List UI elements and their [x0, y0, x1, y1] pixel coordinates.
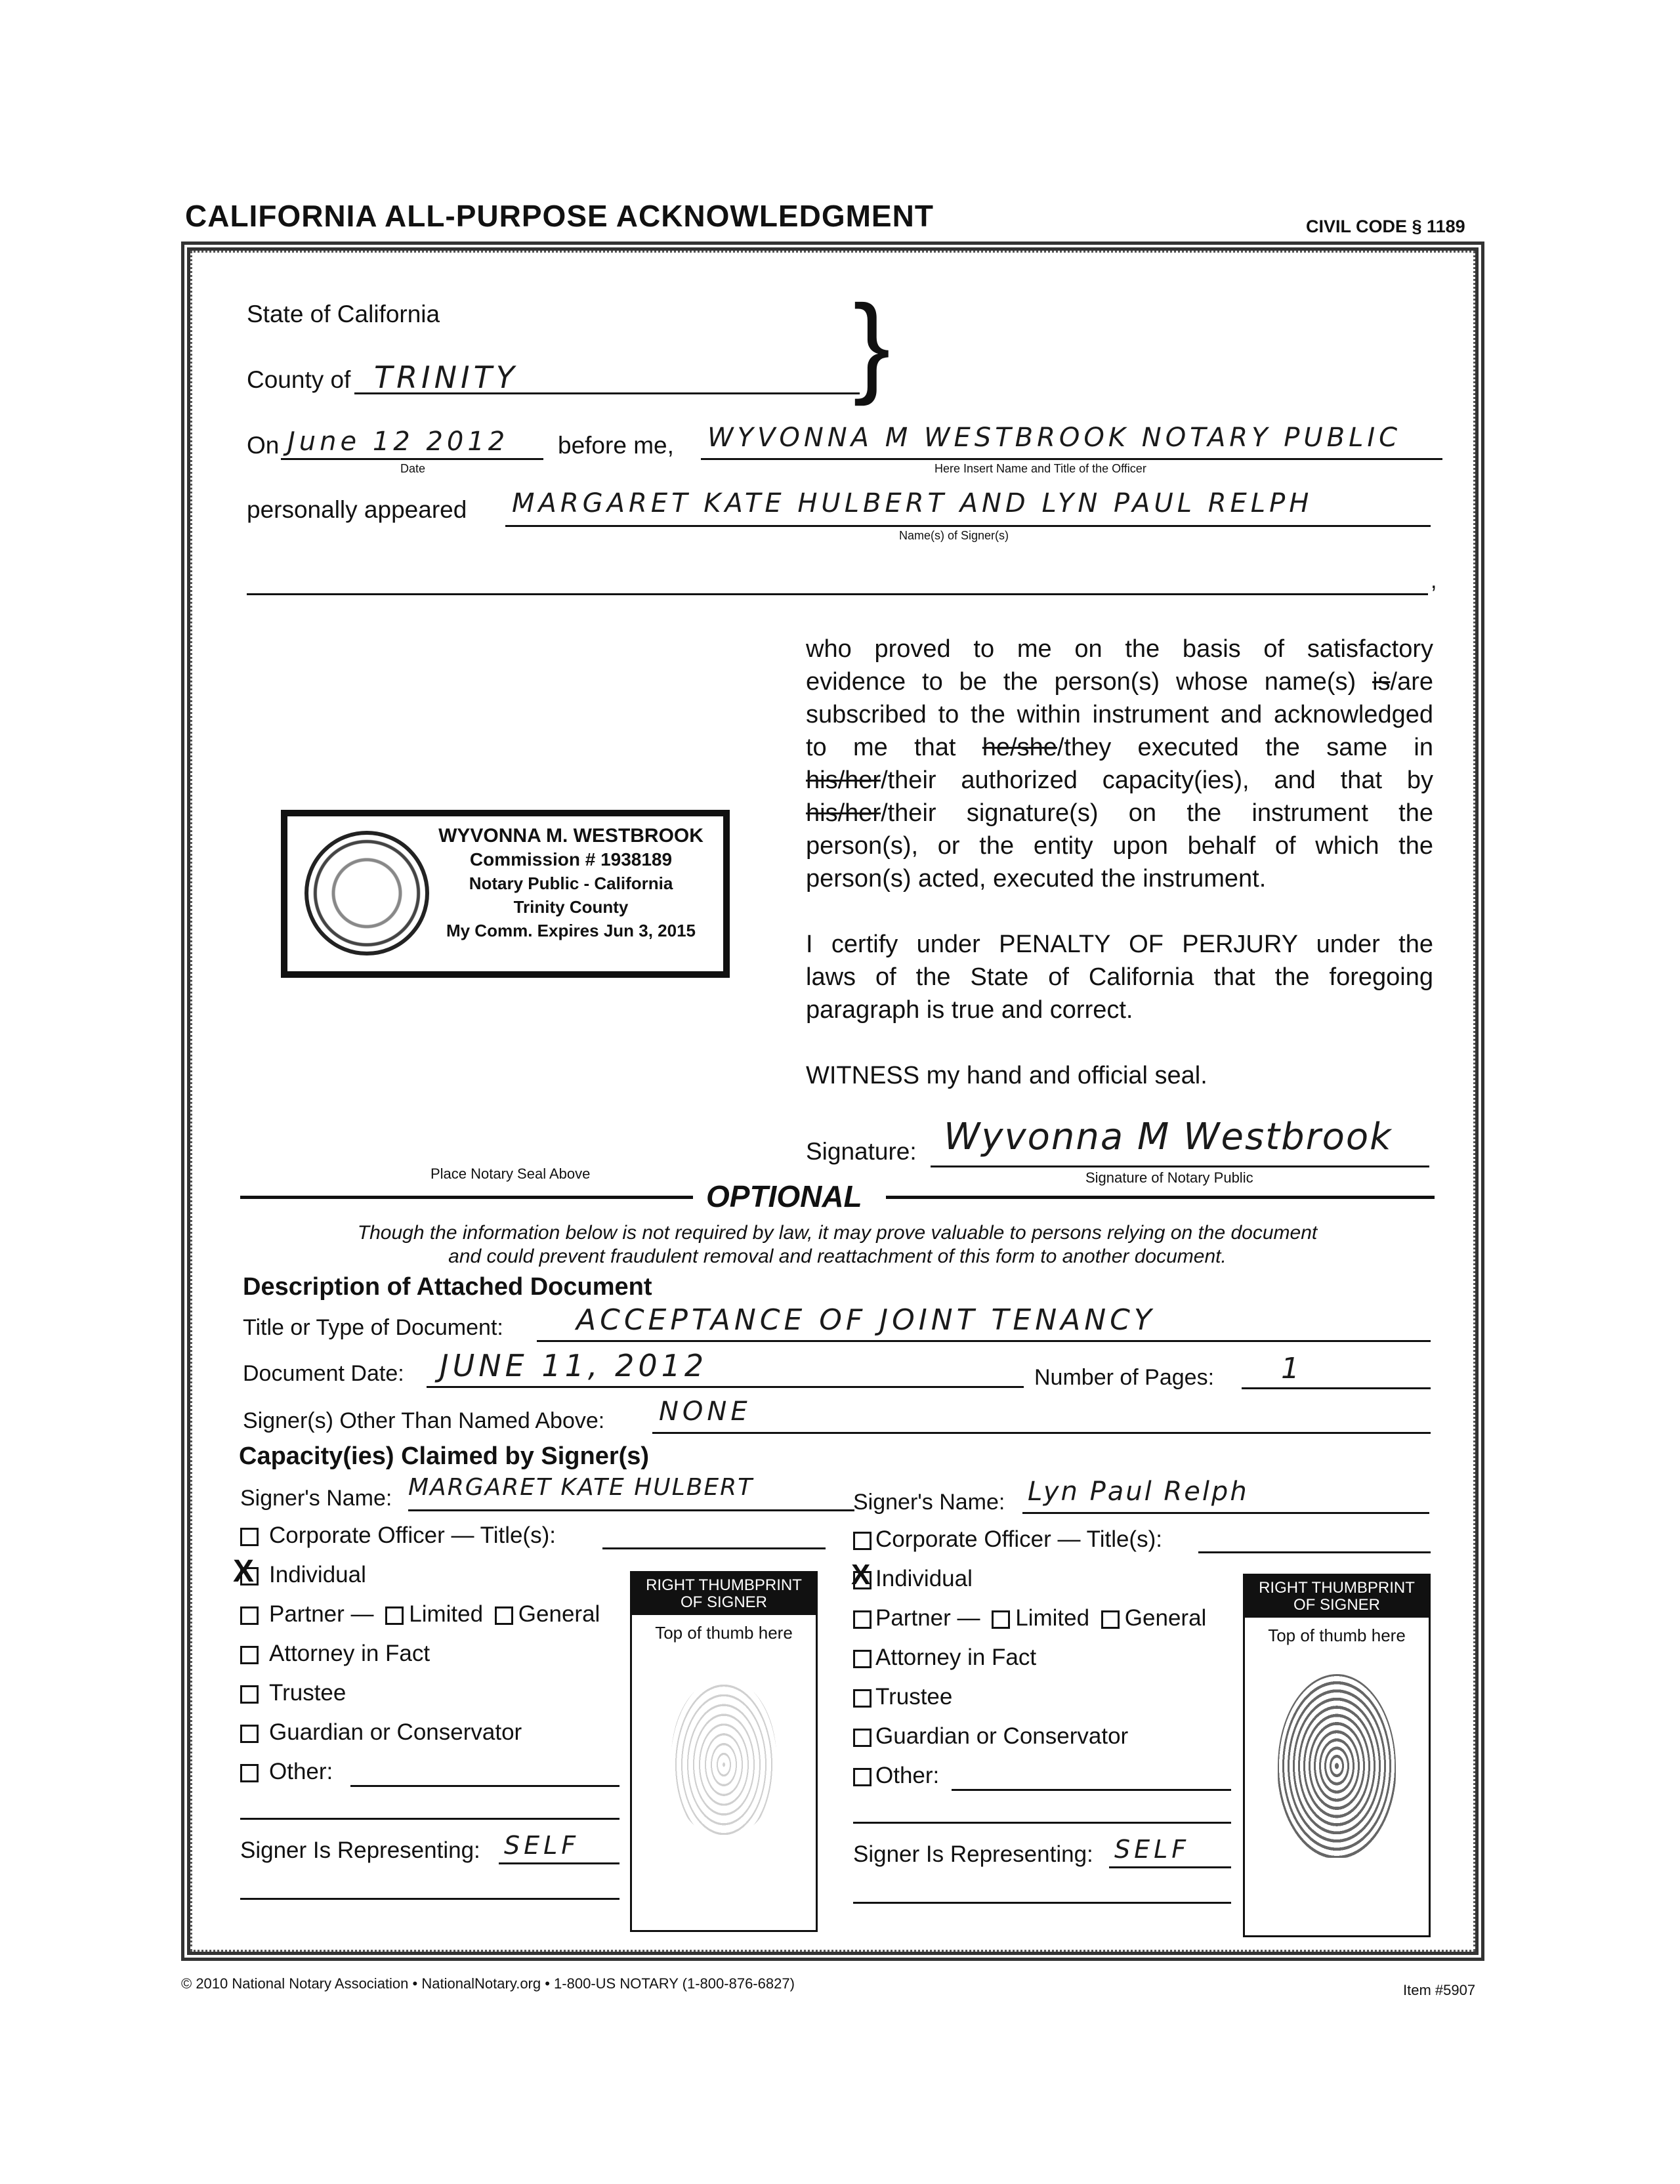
doc-type-value: ACCEPTANCE OF JOINT TENANCY	[576, 1303, 1156, 1337]
left-signer-label: Signer's Name:	[240, 1486, 392, 1511]
left-representing-label: Signer Is Representing:	[240, 1838, 480, 1863]
witness-line: WITNESS my hand and official seal.	[806, 1062, 1208, 1089]
county-label: County of	[247, 366, 351, 393]
signers-field-line2	[247, 562, 1428, 595]
stamp-county: Trinity County	[513, 897, 629, 917]
left-representing-value: SELF	[504, 1831, 580, 1860]
footer-item-number: Item #5907	[1403, 1982, 1476, 1998]
right-limited-checkbox[interactable]	[992, 1610, 1010, 1629]
left-partner-checkbox[interactable]	[240, 1606, 259, 1625]
right-signer-label: Signer's Name:	[853, 1490, 1005, 1515]
right-corporate-title-field[interactable]	[1198, 1525, 1431, 1553]
certify-line: paragraph is true and correct.	[806, 996, 1133, 1024]
optional-note-line2: and could prevent fraudulent removal and reattachment of this form to another document.	[448, 1246, 1227, 1267]
others-value: NONE	[659, 1396, 751, 1427]
right-representing-field	[1109, 1835, 1231, 1868]
right-guardian: Guardian or Conservator	[853, 1723, 1128, 1750]
left-trustee: Trustee	[240, 1680, 346, 1706]
statement-line: evidence to be the person(s) whose name(s) is/are	[806, 668, 1433, 696]
left-attorney: Attorney in Fact	[240, 1641, 430, 1667]
left-thumbprint-icon	[671, 1678, 776, 1836]
state-seal-icon	[304, 831, 429, 956]
left-attorney-checkbox[interactable]	[240, 1646, 259, 1664]
venue-brace: }	[853, 282, 891, 407]
left-thumb-header: RIGHT THUMBPRINT OF SIGNER	[632, 1573, 816, 1615]
signers-value: MARGARET KATE HULBERT AND LYN PAUL RELPH	[512, 488, 1313, 518]
statement-line: who proved to me on the basis of satisfactory	[806, 635, 1433, 663]
pages-value: 1	[1281, 1352, 1303, 1385]
signers-caption: Name(s) of Signer(s)	[899, 529, 1009, 542]
signature-label: Signature:	[806, 1138, 917, 1165]
doc-type-label: Title or Type of Document:	[243, 1315, 503, 1340]
left-individual-check-mark: X	[233, 1553, 255, 1589]
statement-line: person(s), or the entity upon behalf of which the	[806, 832, 1433, 860]
right-other: Other:	[853, 1763, 939, 1789]
right-thumb-sub: Top of thumb here	[1268, 1626, 1406, 1645]
left-thumbprint-box	[630, 1571, 818, 1932]
left-individual-checkbox[interactable]	[233, 1553, 259, 1589]
document-heading: Description of Attached Document	[243, 1273, 652, 1301]
others-field	[652, 1396, 1431, 1434]
capacities-heading: Capacity(ies) Claimed by Signer(s)	[239, 1442, 650, 1470]
state-label: State of California	[247, 301, 440, 327]
right-thumbprint-icon	[1278, 1674, 1396, 1858]
right-partner: Partner — Limited General	[853, 1605, 1206, 1631]
left-other-checkbox[interactable]	[240, 1764, 259, 1782]
right-signer-name: Lyn Paul Relph	[1028, 1477, 1249, 1507]
right-corporate-checkbox[interactable]	[853, 1532, 872, 1550]
right-partner-checkbox[interactable]	[853, 1610, 872, 1629]
left-individual: X Individual	[233, 1553, 366, 1589]
left-partner: Partner — Limited General	[240, 1601, 600, 1628]
statement-line: his/her/their signature(s) on the instrument the	[806, 799, 1433, 827]
right-trustee: Trustee	[853, 1684, 952, 1710]
left-representing-field	[499, 1831, 620, 1864]
left-guardian: Guardian or Conservator	[240, 1719, 522, 1746]
left-corporate-checkbox[interactable]	[240, 1528, 259, 1546]
right-thumbprint-box	[1243, 1574, 1431, 1937]
statement-line: subscribed to the within instrument and acknowledged	[806, 701, 1433, 728]
statement-line: his/her/their authorized capacity(ies), and that by	[806, 766, 1433, 794]
right-representing-label: Signer Is Representing:	[853, 1841, 1093, 1867]
left-other: Other:	[240, 1759, 333, 1785]
right-individual-checkbox[interactable]	[851, 1558, 872, 1591]
left-signer-name: MARGARET KATE HULBERT	[408, 1474, 754, 1501]
left-thumb-sub: Top of thumb here	[655, 1623, 793, 1643]
left-trustee-checkbox[interactable]	[240, 1685, 259, 1704]
right-guardian-checkbox[interactable]	[853, 1729, 872, 1747]
notary-stamp	[281, 810, 730, 978]
optional-rule-left	[240, 1196, 693, 1199]
right-representing-line2	[853, 1878, 1231, 1904]
right-other-field-line2[interactable]	[853, 1802, 1231, 1824]
right-attorney: Attorney in Fact	[853, 1645, 1036, 1671]
left-limited-checkbox[interactable]	[385, 1606, 404, 1625]
left-general-checkbox[interactable]	[495, 1606, 513, 1625]
right-trustee-checkbox[interactable]	[853, 1689, 872, 1708]
date-value: June 12 2012	[287, 427, 509, 457]
on-label: On	[247, 432, 280, 459]
certify-line: laws of the State of California that the foregoing	[806, 963, 1433, 991]
appeared-label: personally appeared	[247, 496, 467, 523]
doc-date-label: Document Date:	[243, 1361, 404, 1386]
left-guardian-checkbox[interactable]	[240, 1725, 259, 1743]
signature-field	[931, 1116, 1429, 1167]
optional-rule-right	[886, 1196, 1435, 1199]
optional-note-line1: Though the information below is not required by law, it may prove valuable to persons relying on the document	[357, 1222, 1318, 1244]
right-other-checkbox[interactable]	[853, 1768, 872, 1786]
left-corporate: Corporate Officer — Title(s):	[240, 1522, 556, 1549]
optional-heading: OPTIONAL	[706, 1179, 862, 1213]
county-value: TRINITY	[374, 360, 518, 395]
notary-signature: Wyvonna M Westbrook	[944, 1116, 1393, 1158]
acknowledgment-statement	[806, 633, 1433, 1092]
signers-comma: ,	[1431, 568, 1437, 593]
left-signer-field	[408, 1474, 854, 1511]
form-title: CALIFORNIA ALL-PURPOSE ACKNOWLEDGMENT	[185, 199, 934, 233]
pages-field	[1242, 1352, 1431, 1389]
officer-field	[701, 423, 1442, 460]
certify-line: I certify under PENALTY OF PERJURY under the	[806, 931, 1433, 958]
left-representing-line2	[240, 1874, 620, 1900]
statement-line: person(s) acted, executed the instrument.	[806, 865, 1267, 892]
stamp-commission: Commission # 1938189	[469, 849, 673, 870]
pages-label: Number of Pages:	[1034, 1365, 1215, 1390]
doc-date-field	[427, 1348, 1024, 1388]
stamp-name: WYVONNA M. WESTBROOK	[438, 825, 704, 847]
right-representing-value: SELF	[1114, 1835, 1190, 1864]
right-individual: X Individual	[851, 1558, 973, 1591]
stamp-title: Notary Public - California	[469, 873, 673, 893]
doc-date-value: JUNE 11, 2012	[440, 1348, 708, 1383]
right-corporate: Corporate Officer — Title(s):	[853, 1526, 1162, 1553]
footer-copyright: © 2010 National Notary Association • NationalNotary.org • 1-800-US NOTARY (1-800-876-6827)	[181, 1975, 795, 1992]
right-other-field[interactable]	[952, 1763, 1231, 1791]
signature-caption: Signature of Notary Public	[1085, 1169, 1253, 1186]
right-general-checkbox[interactable]	[1101, 1610, 1120, 1629]
stamp-expires: My Comm. Expires Jun 3, 2015	[446, 921, 696, 940]
civil-code: CIVIL CODE § 1189	[1306, 217, 1465, 236]
officer-caption: Here Insert Name and Title of the Officer	[934, 462, 1146, 475]
left-other-field[interactable]	[350, 1759, 620, 1787]
doc-type-field	[537, 1303, 1431, 1342]
right-individual-check-mark: X	[851, 1558, 871, 1591]
officer-value: WYVONNA M WESTBROOK NOTARY PUBLIC	[707, 423, 1402, 453]
before-label: before me,	[558, 432, 674, 459]
others-label: Signer(s) Other Than Named Above:	[243, 1408, 605, 1433]
statement-line: to me that he/she/they executed the same in	[806, 734, 1434, 761]
right-thumb-header: RIGHT THUMBPRINT OF SIGNER	[1245, 1576, 1429, 1618]
left-corporate-title-field[interactable]	[602, 1521, 826, 1549]
right-signer-field	[1022, 1477, 1429, 1514]
county-field	[354, 360, 860, 394]
signers-field	[505, 488, 1431, 527]
right-attorney-checkbox[interactable]	[853, 1650, 872, 1668]
left-other-field-line2[interactable]	[240, 1798, 620, 1820]
date-caption: Date	[400, 462, 426, 475]
seal-caption: Place Notary Seal Above	[430, 1166, 591, 1182]
date-field	[281, 427, 543, 460]
